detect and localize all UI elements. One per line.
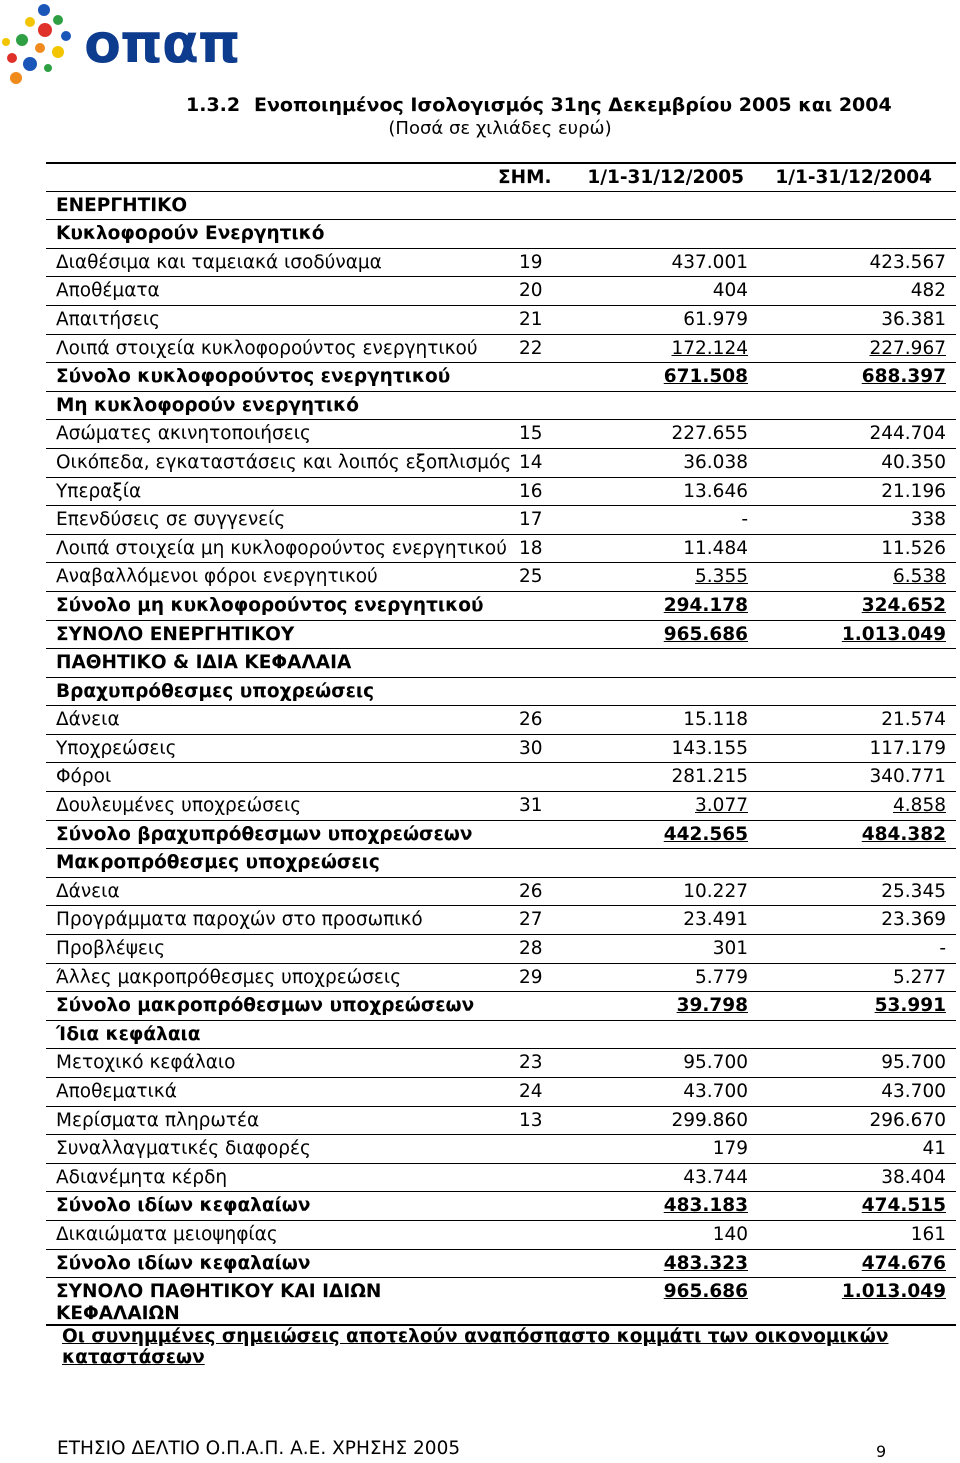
row-value-2005: 13.646 xyxy=(683,480,748,502)
row-label: Μη κυκλοφορούν ενεργητικό xyxy=(56,394,359,416)
table-row xyxy=(46,648,956,677)
row-note: 27 xyxy=(519,909,543,931)
table-row xyxy=(46,791,956,820)
row-note: 17 xyxy=(519,509,543,531)
row-label: Λοιπά στοιχεία μη κυκλοφορούντος ενεργητικού xyxy=(56,537,507,559)
table-row xyxy=(46,191,956,220)
row-note: 18 xyxy=(519,537,543,559)
row-label: Σύνολο ιδίων κεφαλαίων xyxy=(56,1195,311,1217)
row-value-2005: 95.700 xyxy=(683,1052,748,1074)
row-label: Κυκλοφορούν Ενεργητικό xyxy=(56,223,325,245)
row-value-2005: 227.655 xyxy=(671,423,748,445)
table-body xyxy=(46,191,956,1325)
row-value-2005: 965.686 xyxy=(663,1281,748,1303)
row-value-2005: 5.355 xyxy=(695,566,748,588)
row-value-2004: 4.858 xyxy=(893,795,946,817)
row-value-2004: 21.196 xyxy=(881,480,946,502)
row-value-2005: 140 xyxy=(712,1223,748,1245)
row-note: 24 xyxy=(519,1081,543,1102)
table-row xyxy=(46,562,956,591)
table-row xyxy=(46,820,956,849)
row-label: Αποθέματα xyxy=(56,280,160,302)
row-label xyxy=(56,1281,381,1325)
row-value-2005: 143.155 xyxy=(671,737,748,759)
row-label: ΠΑΘΗΤΙΚΟ & ΙΔΙΑ ΚΕΦΑΛΑΙΑ xyxy=(56,652,352,674)
row-label: Δάνεια xyxy=(56,880,120,902)
row-value-2005: 483.323 xyxy=(663,1252,748,1274)
logo-dots-icon xyxy=(0,0,90,95)
row-note: 15 xyxy=(519,423,543,445)
row-value-2004: 161 xyxy=(910,1223,946,1245)
row-value-2004: 11.526 xyxy=(881,537,946,559)
header-note: ΣΗΜ. xyxy=(498,167,552,188)
row-label-line2: ΚΕΦΑΛΑΙΩΝ xyxy=(56,1303,180,1325)
row-value-2005: 10.227 xyxy=(683,880,748,902)
table-row xyxy=(46,248,956,277)
row-value-2005: 301 xyxy=(712,938,748,960)
row-value-2005: 671.508 xyxy=(663,366,748,388)
row-label: Μετοχικό κεφάλαιο xyxy=(56,1052,236,1074)
row-label: Φόροι xyxy=(56,766,112,788)
row-note: 14 xyxy=(519,451,543,473)
row-label: ΕΝΕΡΓΗΤΙΚΟ xyxy=(56,194,188,216)
row-note: 19 xyxy=(519,251,543,273)
row-label: Υπεραξία xyxy=(56,480,142,502)
row-value-2004: 6.538 xyxy=(893,566,946,588)
row-value-2004: 423.567 xyxy=(869,251,946,273)
row-label: Βραχυπρόθεσμες υποχρεώσεις xyxy=(56,680,375,702)
row-value-2005: 15.118 xyxy=(683,709,748,731)
row-label: Σύνολο βραχυπρόθεσμων υποχρεώσεων xyxy=(56,823,473,845)
row-note: 21 xyxy=(519,308,543,330)
header-col-2005: 1/1-31/12/2005 xyxy=(587,167,744,188)
table-row xyxy=(46,219,956,248)
row-label: Διαθέσιμα και ταμειακά ισοδύναμα xyxy=(56,251,382,273)
row-value-2004: 5.277 xyxy=(893,966,946,988)
row-value-2005: 43.700 xyxy=(683,1081,748,1102)
row-note: 22 xyxy=(519,337,543,359)
row-label: Αναβαλλόμενοι φόροι ενεργητικού xyxy=(56,566,378,588)
row-label: ΣΥΝΟΛΟ ΕΝΕΡΓΗΤΙΚΟΥ xyxy=(56,623,295,645)
table-row xyxy=(46,1249,956,1278)
row-label: Μερίσματα πληρωτέα xyxy=(56,1109,260,1131)
footnote: Οι συνημμένες σημειώσεις αποτελούν αναπόσπαστο κομμάτι των οικονομικών καταστάσεων xyxy=(62,1326,889,1368)
row-value-2005: 965.686 xyxy=(663,623,748,645)
row-value-2004: 38.404 xyxy=(881,1166,946,1188)
row-note: 30 xyxy=(519,737,543,759)
row-note: 13 xyxy=(519,1109,543,1131)
row-label: Δουλευμένες υποχρεώσεις xyxy=(56,795,302,817)
table-row xyxy=(46,991,956,1020)
page-footer-text: ΕΤΗΣΙΟ ΔΕΛΤΙΟ Ο.Π.Α.Π. Α.Ε. ΧΡΗΣΗΣ 2005 xyxy=(57,1438,461,1459)
row-value-2004: 474.676 xyxy=(861,1252,946,1274)
row-value-2004: 244.704 xyxy=(869,423,946,445)
row-value-2005: 36.038 xyxy=(683,451,748,473)
row-label: Σύνολο κυκλοφορούντος ενεργητικού xyxy=(56,366,451,388)
row-value-2004: - xyxy=(939,938,946,960)
table-row xyxy=(46,591,956,620)
row-value-2005: 39.798 xyxy=(676,995,748,1017)
row-note: 26 xyxy=(519,880,543,902)
row-label: Δικαιώματα μειοψηφίας xyxy=(56,1223,278,1245)
header-col-2004: 1/1-31/12/2004 xyxy=(775,167,932,188)
row-value-2005: 172.124 xyxy=(671,337,748,359)
table-row xyxy=(46,1134,956,1163)
row-value-2004: 227.967 xyxy=(869,337,946,359)
table-row xyxy=(46,963,956,992)
row-label: Λοιπά στοιχεία κυκλοφορούντος ενεργητικού xyxy=(56,337,478,359)
table-row xyxy=(46,391,956,420)
table-row xyxy=(46,505,956,534)
row-value-2005: 11.484 xyxy=(683,537,748,559)
row-label: Ασώματες ακινητοποιήσεις xyxy=(56,423,311,445)
table-row xyxy=(46,848,956,877)
row-value-2004: 324.652 xyxy=(861,594,946,616)
table-row xyxy=(46,877,956,906)
table-row xyxy=(46,762,956,791)
row-value-2004: 36.381 xyxy=(881,308,946,330)
table-row xyxy=(46,1048,956,1077)
row-note: 23 xyxy=(519,1052,543,1074)
row-label: Επενδύσεις σε συγγενείς xyxy=(56,509,286,531)
table-row xyxy=(46,534,956,563)
table-row xyxy=(46,1220,956,1249)
row-value-2004: 296.670 xyxy=(869,1109,946,1131)
row-value-2004: 43.700 xyxy=(881,1081,946,1102)
opap-logo xyxy=(0,0,240,95)
table-row xyxy=(46,477,956,506)
row-value-2005: 281.215 xyxy=(671,766,748,788)
row-label: Αδιανέμητα κέρδη xyxy=(56,1166,228,1188)
row-value-2005: 179 xyxy=(712,1138,748,1160)
row-value-2004: 40.350 xyxy=(881,451,946,473)
row-value-2004: 338 xyxy=(910,509,946,531)
table-row xyxy=(46,705,956,734)
balance-sheet-table xyxy=(46,162,956,1325)
logo-wordmark: οπαπ xyxy=(84,12,240,75)
row-label: Σύνολο μακροπρόθεσμων υποχρεώσεων xyxy=(56,995,475,1017)
table-row xyxy=(46,620,956,649)
row-label: Δάνεια xyxy=(56,709,120,731)
row-value-2004: 25.345 xyxy=(881,880,946,902)
row-value-2005: 299.860 xyxy=(671,1109,748,1131)
table-row xyxy=(46,334,956,363)
section-subtitle: (Ποσά σε χιλιάδες ευρώ) xyxy=(388,118,612,139)
row-value-2004: 474.515 xyxy=(861,1195,946,1217)
row-note: 29 xyxy=(519,966,543,988)
table-row xyxy=(46,934,956,963)
table-row xyxy=(46,677,956,706)
table-row xyxy=(46,448,956,477)
row-label-line1: ΣΥΝΟΛΟ ΠΑΘΗΤΙΚΟΥ ΚΑΙ ΙΔΙΩΝ xyxy=(56,1281,382,1303)
row-value-2004: 95.700 xyxy=(881,1052,946,1074)
row-note: 25 xyxy=(519,566,543,588)
table-row xyxy=(46,1191,956,1220)
section-number: 1.3.2 xyxy=(186,94,241,116)
row-note: 28 xyxy=(519,938,543,960)
row-label: Υποχρεώσεις xyxy=(56,737,177,759)
row-label: Προβλέψεις xyxy=(56,938,166,960)
section-heading xyxy=(186,94,892,116)
table-row xyxy=(46,1106,956,1135)
row-label: Οικόπεδα, εγκαταστάσεις και λοιπός εξοπλισμός xyxy=(56,451,512,473)
row-label: Σύνολο μη κυκλοφορούντος ενεργητικού xyxy=(56,594,484,616)
table-row xyxy=(46,1077,956,1106)
row-note: 31 xyxy=(519,795,543,817)
row-value-2005: 294.178 xyxy=(663,594,748,616)
table-header xyxy=(46,162,956,191)
row-value-2005: 3.077 xyxy=(695,795,748,817)
row-value-2004: 1.013.049 xyxy=(841,623,946,645)
row-note: 16 xyxy=(519,480,543,502)
row-label: Συναλλαγματικές διαφορές xyxy=(56,1138,311,1160)
row-value-2004: 23.369 xyxy=(881,909,946,931)
section-title: Ενοποιημένος Ισολογισμός 31ης Δεκεμβρίου 2005 και 2004 xyxy=(254,94,892,116)
row-label: Άλλες μακροπρόθεσμες υποχρεώσεις xyxy=(56,966,402,988)
row-value-2005: - xyxy=(741,509,748,531)
row-value-2004: 1.013.049 xyxy=(841,1281,946,1303)
row-value-2004: 53.991 xyxy=(874,995,946,1017)
row-value-2005: 437.001 xyxy=(671,251,748,273)
row-label: Προγράμματα παροχών στο προσωπικό xyxy=(56,909,423,931)
table-row xyxy=(46,362,956,391)
table-row xyxy=(46,905,956,934)
row-value-2004: 21.574 xyxy=(881,709,946,731)
row-note: 20 xyxy=(519,280,543,302)
row-value-2005: 43.744 xyxy=(683,1166,748,1188)
table-row xyxy=(46,734,956,763)
table-row xyxy=(46,276,956,305)
row-value-2005: 404 xyxy=(712,280,748,302)
row-value-2004: 340.771 xyxy=(869,766,946,788)
row-value-2004: 117.179 xyxy=(869,737,946,759)
row-label: Ίδια κεφάλαια xyxy=(56,1023,201,1045)
row-value-2005: 483.183 xyxy=(663,1195,748,1217)
table-row xyxy=(46,1277,956,1325)
table-row xyxy=(46,419,956,448)
row-value-2004: 41 xyxy=(922,1138,946,1160)
row-value-2005: 61.979 xyxy=(683,308,748,330)
table-row xyxy=(46,305,956,334)
table-row xyxy=(46,1163,956,1192)
row-label: Σύνολο ιδίων κεφαλαίων xyxy=(56,1252,311,1274)
row-label: Μακροπρόθεσμες υποχρεώσεις xyxy=(56,852,380,874)
row-value-2004: 484.382 xyxy=(861,823,946,845)
row-value-2004: 688.397 xyxy=(861,366,946,388)
table-row xyxy=(46,1020,956,1049)
page-number: 9 xyxy=(876,1442,887,1461)
row-value-2005: 442.565 xyxy=(663,823,748,845)
row-label: Αποθεματικά xyxy=(56,1081,177,1102)
row-value-2005: 23.491 xyxy=(683,909,748,931)
row-value-2005: 5.779 xyxy=(695,966,748,988)
row-note: 26 xyxy=(519,709,543,731)
row-value-2004: 482 xyxy=(910,280,946,302)
row-label: Απαιτήσεις xyxy=(56,308,160,330)
